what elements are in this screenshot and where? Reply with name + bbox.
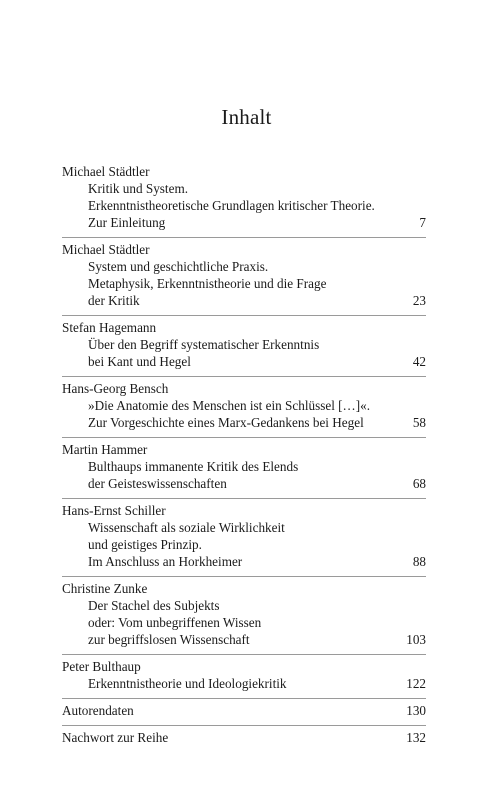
toc-page-number: 42 [412,354,426,369]
toc-title-line: bei Kant und Hegel [88,354,191,369]
toc-title-line: zur begriffslosen Wissenschaft [88,632,250,647]
toc-title-line: Erkenntnistheorie und Ideologiekritik [88,676,287,691]
toc-divider [62,315,426,316]
toc-entry [62,380,426,431]
toc-entry [62,241,426,309]
toc-divider [62,376,426,377]
toc-entry [62,163,426,231]
toc-title-line: Zur Vorgeschichte eines Marx-Gedankens bei Hegel [88,415,364,430]
toc-author: Hans-Ernst Schiller [62,503,166,518]
toc-title-line: und geistiges Prinzip. [88,537,202,552]
toc-title-line: Bulthaups immanente Kritik des Elends [88,459,299,474]
toc-divider [62,437,426,438]
toc-author: Peter Bulthaup [62,659,141,674]
toc-entry [62,502,426,570]
toc-title-line: Der Stachel des Subjekts [88,598,220,613]
toc-divider [62,725,426,726]
toc-entry [62,441,426,492]
toc-author: Michael Städtler [62,242,150,257]
toc-author: Christine Zunke [62,581,148,596]
toc-title-line: Wissenschaft als soziale Wirklichkeit [88,520,285,535]
toc-page-number: 130 [406,703,426,718]
toc-page-number: 7 [419,215,426,230]
toc-title-line: Kritik und System. [88,181,189,196]
toc-entry [62,319,426,370]
toc-title-line: Im Anschluss an Horkheimer [88,554,243,569]
toc-title-line: Metaphysik, Erkenntnistheorie und die Frage [88,276,327,291]
toc-page-number: 68 [412,476,426,491]
toc-entry [62,658,426,692]
toc-divider [62,498,426,499]
toc-title-line: Erkenntnistheoretische Grundlagen kritischer Theorie. [88,198,375,213]
toc-entry [62,580,426,648]
toc-page-number: 88 [412,554,426,569]
toc-page-number: 132 [406,730,426,745]
toc-author: Hans-Georg Bensch [62,381,169,396]
toc-title-line: System und geschichtliche Praxis. [88,259,269,274]
toc-author: Martin Hammer [62,442,148,457]
toc-page-number: 103 [406,632,426,647]
toc-title-line: oder: Vom unbegriffenen Wissen [88,615,262,630]
toc-divider [62,576,426,577]
toc-title-line: der Geisteswissenschaften [88,476,227,491]
toc-author: Michael Städtler [62,164,150,179]
toc-title-line: Über den Begriff systematischer Erkenntnis [88,337,320,352]
toc-page-number: 122 [406,676,426,691]
toc-entry [62,729,426,746]
page-title: Inhalt [221,105,272,129]
toc-title-line: Zur Einleitung [88,215,166,230]
toc-section-title: Nachwort zur Reihe [62,730,169,745]
toc-author: Stefan Hagemann [62,320,157,335]
toc-entry [62,702,426,719]
toc-page-number: 58 [412,415,426,430]
toc-section-title: Autorendaten [62,703,134,718]
toc-divider [62,654,426,655]
toc-title-line: »Die Anatomie des Menschen ist ein Schlüssel […]«. [88,398,371,413]
toc-title-line: der Kritik [88,293,140,308]
toc-divider [62,237,426,238]
toc-divider [62,698,426,699]
toc-page-number: 23 [412,293,426,308]
table-of-contents [62,163,426,746]
